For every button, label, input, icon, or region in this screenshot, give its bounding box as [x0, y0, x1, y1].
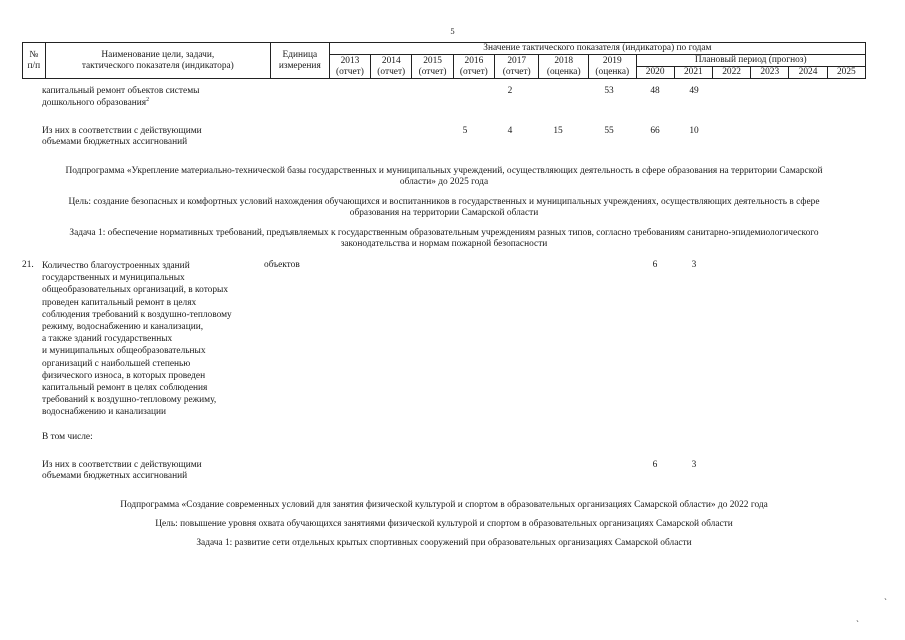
row21-value-2021: 3 — [691, 260, 697, 270]
row21-name-line: капитальный ремонт в целях соблюдения — [42, 383, 208, 394]
header-year-2016: 2016 (отчет) — [453, 55, 494, 79]
row21-value-2020: 6 — [652, 260, 658, 270]
task2-heading: Задача 1: развитие сети отдельных крытых спортивных сооружений при образовательных организациях Самарской области — [196, 538, 692, 548]
row1-value-2020: 48 — [650, 86, 660, 96]
header-year-2015: 2015 (отчет) — [412, 55, 453, 79]
header-plan-year-2020: 2020 — [636, 67, 674, 79]
row21-name — [42, 260, 264, 419]
header-year-2017: 2017 (отчет) — [495, 55, 539, 79]
row21-name-line: проведен капитальный ремонт в целях — [42, 297, 197, 308]
row21-name-line: физического износа, в которых проведен — [42, 370, 206, 381]
row1-value-2021: 49 — [689, 86, 699, 96]
row21-name-line: организаций с наибольшей степенью — [42, 358, 191, 369]
row21-name-line: Количество благоустроенных зданий — [42, 261, 190, 271]
goal1-line2: образования на территории Самарской области — [349, 208, 539, 219]
row21-name-line: требований к воздушно-тепловому режиму, — [42, 395, 217, 406]
row21-name-line: общеобразовательных организаций, в которых — [42, 285, 229, 296]
row2-name-line2: объемами бюджетных ассигнований — [42, 137, 188, 148]
header-group-title: Значение тактического показателя (индикатора) по годам — [329, 43, 865, 55]
header-unit-cell — [270, 43, 329, 79]
row1-footnote: 2 — [146, 97, 150, 104]
header-name-cell — [45, 43, 270, 79]
subprogram1-heading — [20, 166, 868, 188]
row5-name — [42, 460, 264, 482]
row5-name-line2: объемами бюджетных ассигнований — [42, 471, 188, 482]
row5-name-line1: Из них в соответствии с действующими — [42, 460, 202, 470]
row21-unit: объектов — [264, 260, 300, 270]
scan-mark: ˏ — [856, 612, 859, 622]
row21-name-line: режиму, водоснабжению и канализации, — [42, 322, 204, 333]
goal2-heading: Цель: повышение уровня охвата обучающихся занятиями физической культурой и спортом в образовательных организациях Самарской области — [155, 519, 733, 529]
header-number-cell — [23, 43, 46, 79]
row2-name-line1: Из них в соответствии с действующими — [42, 126, 202, 136]
header-year-2018: 2018 (оценка) — [539, 55, 589, 79]
header-unit-line2: измерения — [278, 60, 321, 71]
row1-name-line2: дошкольного образования — [42, 98, 147, 109]
header-name-line1: Наименование цели, задачи, — [101, 49, 215, 60]
header-year-2019: 2019 (оценка) — [589, 55, 637, 79]
row1-name — [42, 86, 264, 109]
header-year-2013: 2013 (отчет) — [329, 55, 370, 79]
row1-value-2019: 53 — [604, 86, 614, 96]
scan-mark: ˏ — [884, 590, 887, 600]
row21-name-line: и муниципальных общеобразовательных — [42, 346, 206, 357]
header-year-2014: 2014 (отчет) — [371, 55, 412, 79]
task1-heading — [20, 228, 868, 250]
row21-name-line: соблюдения требований к воздушно-тепловому — [42, 309, 232, 320]
header-number: № — [29, 49, 39, 60]
header-number-sub: п/п — [27, 60, 41, 71]
row2-value-2017: 4 — [507, 126, 513, 136]
row2-value-2018: 15 — [553, 126, 563, 136]
indicator-table-header — [22, 42, 866, 79]
row21-name-line: государственных и муниципальных — [42, 273, 185, 284]
row2-value-2019: 55 — [604, 126, 614, 136]
header-unit-line1: Единица — [282, 49, 318, 60]
row21-name-line: а также зданий государственных — [42, 334, 173, 345]
row-in-that-number: В том числе: — [42, 432, 93, 442]
subprogram2-heading: Подпрограмма «Создание современных условий для занятия физической культурой и спортом в образовательных организациях Самарской области» до 2022 года — [120, 500, 768, 510]
page-number: 5 — [450, 26, 455, 36]
header-plan-year-2024: 2024 — [789, 67, 827, 79]
row21-name-line: водоснабжению и канализации — [42, 407, 167, 418]
header-plan-year-2021: 2021 — [674, 67, 712, 79]
row1-value-2017: 2 — [507, 86, 513, 96]
row21-number: 21. — [22, 260, 34, 270]
goal1-heading — [20, 197, 868, 219]
header-name-line2: тактического показателя (индикатора) — [81, 60, 234, 71]
row2-value-2021: 10 — [689, 126, 699, 136]
row1-name-line1: капитальный ремонт объектов системы — [42, 86, 200, 96]
row5-value-2021: 3 — [691, 460, 697, 470]
subprogram1-line1: Подпрограмма «Укрепление материально-технической базы государственных и муниципальных учреждений, осуществляющих деятельность в сфере образования на территории Самарской — [65, 166, 823, 176]
row2-value-2016: 5 — [462, 126, 468, 136]
header-plan-title: Плановый период (прогноз) — [636, 55, 865, 67]
goal1-line1: Цель: создание безопасных и комфортных условий нахождения обучающихся и воспитанников в государственных и муниципальных учреждениях, осуществляющих деятельность в сфере — [68, 197, 820, 207]
header-plan-year-2025: 2025 — [827, 67, 865, 79]
subprogram1-line2: области» до 2025 года — [399, 177, 489, 188]
task1-line2: законодательства и нормам пожарной безопасности — [340, 239, 548, 250]
row2-value-2020: 66 — [650, 126, 660, 136]
task1-line1: Задача 1: обеспечение нормативных требований, предъявляемых к государственным образовательным учреждениям разных типов, согласно требованиям санитарно-эпидемиологического — [69, 228, 819, 238]
header-plan-year-2022: 2022 — [712, 67, 750, 79]
header-plan-year-2023: 2023 — [751, 67, 789, 79]
row5-value-2020: 6 — [652, 460, 658, 470]
row2-name — [42, 126, 264, 148]
